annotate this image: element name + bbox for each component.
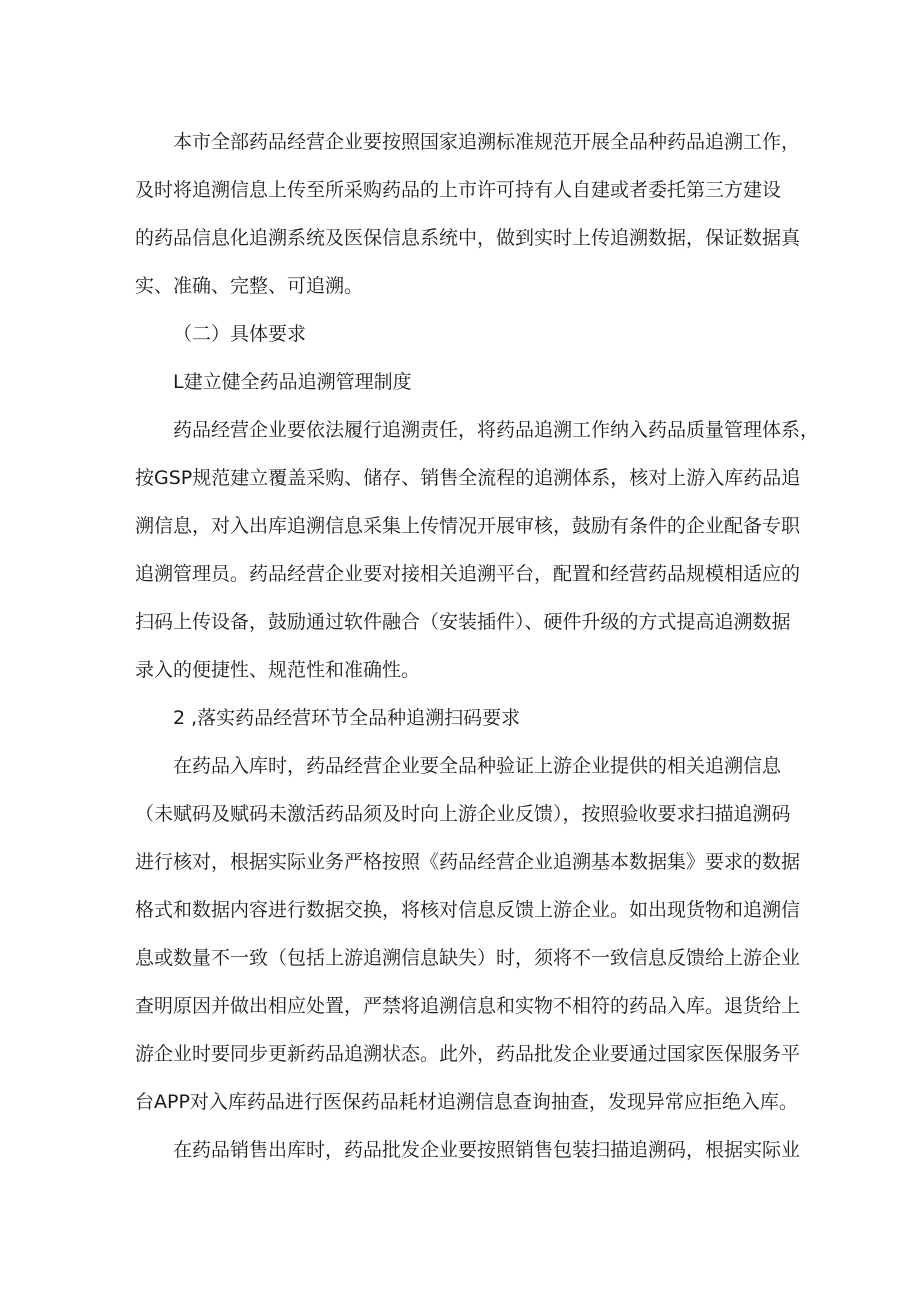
text-line: 实、准确、完整、可追溯。 <box>135 275 364 297</box>
text-line: 查明原因并做出相应处置，严禁将追溯信息和实物不相符的药品入库。退货给上 <box>135 995 801 1017</box>
text-line: （未赋码及赋码未激活药品须及时向上游企业反馈），按照验收要求扫描追溯码 <box>135 803 791 825</box>
text-line: 的药品信息化追溯系统及医保信息系统中，做到实时上传追溯数据，保证数据真 <box>135 227 801 249</box>
text-line: 录入的便捷性、规范性和准确性。 <box>135 659 421 681</box>
text-line: 进行核对，根据实际业务严格按照《药品经营企业追溯基本数据集》要求的数据 <box>135 851 801 873</box>
heading-text: （二）具体要求 <box>173 323 307 345</box>
subsection-heading-2 <box>0 694 920 742</box>
text-line: 追溯管理员。药品经营企业要对接相关追溯平台，配置和经营药品规模相适应的 <box>135 563 801 585</box>
text-line: 息或数量不一致（包括上游追溯信息缺失）时，须将不一致信息反馈给上游企业 <box>135 947 801 969</box>
paragraph-4 <box>0 1126 920 1174</box>
heading-text: 2 ,落实药品经营环节全品种追溯扫码要求 <box>173 707 521 729</box>
text-line: 溯信息，对入出库追溯信息采集上传情况开展审核，鼓励有条件的企业配备专职 <box>135 515 801 537</box>
section-heading <box>0 310 920 358</box>
paragraph-1 <box>0 118 920 310</box>
text-line: 格式和数据内容进行数据交换，将核对信息反馈上游企业。如出现货物和追溯信 <box>135 899 801 921</box>
text-line: 在药品入库时，药品经营企业要全品种验证上游企业提供的相关追溯信息 <box>173 755 782 777</box>
paragraph-3 <box>0 742 920 1126</box>
text-line: 在药品销售出库时，药品批发企业要按照销售包装扫描追溯码，根据实际业 <box>173 1139 801 1161</box>
text-line: 药品经营企业要依法履行追溯责任，将药品追溯工作纳入药品质量管理体系， <box>173 419 820 441</box>
text-line: 按GSP规范建立覆盖采购、储存、销售全流程的追溯体系，核对上游入库药品追 <box>135 467 801 489</box>
text-line: 游企业时要同步更新药品追溯状态。此外，药品批发企业要通过国家医保服务平 <box>135 1043 801 1065</box>
text-line: 台APP对入库药品进行医保药品耗材追溯信息查询抽查，发现异常应拒绝入库。 <box>135 1091 798 1113</box>
text-line: 本市全部药品经营企业要按照国家追溯标准规范开展全品种药品追溯工作， <box>173 131 801 153</box>
text-line: 及时将追溯信息上传至所采购药品的上市许可持有人自建或者委托第三方建设 <box>135 179 782 201</box>
paragraph-2 <box>0 406 920 694</box>
subsection-heading-1 <box>0 358 920 406</box>
heading-text: L建立健全药品追溯管理制度 <box>173 371 412 393</box>
text-line: 扫码上传设备，鼓励通过软件融合（安装插件）、硬件升级的方式提高追溯数据 <box>135 611 791 633</box>
